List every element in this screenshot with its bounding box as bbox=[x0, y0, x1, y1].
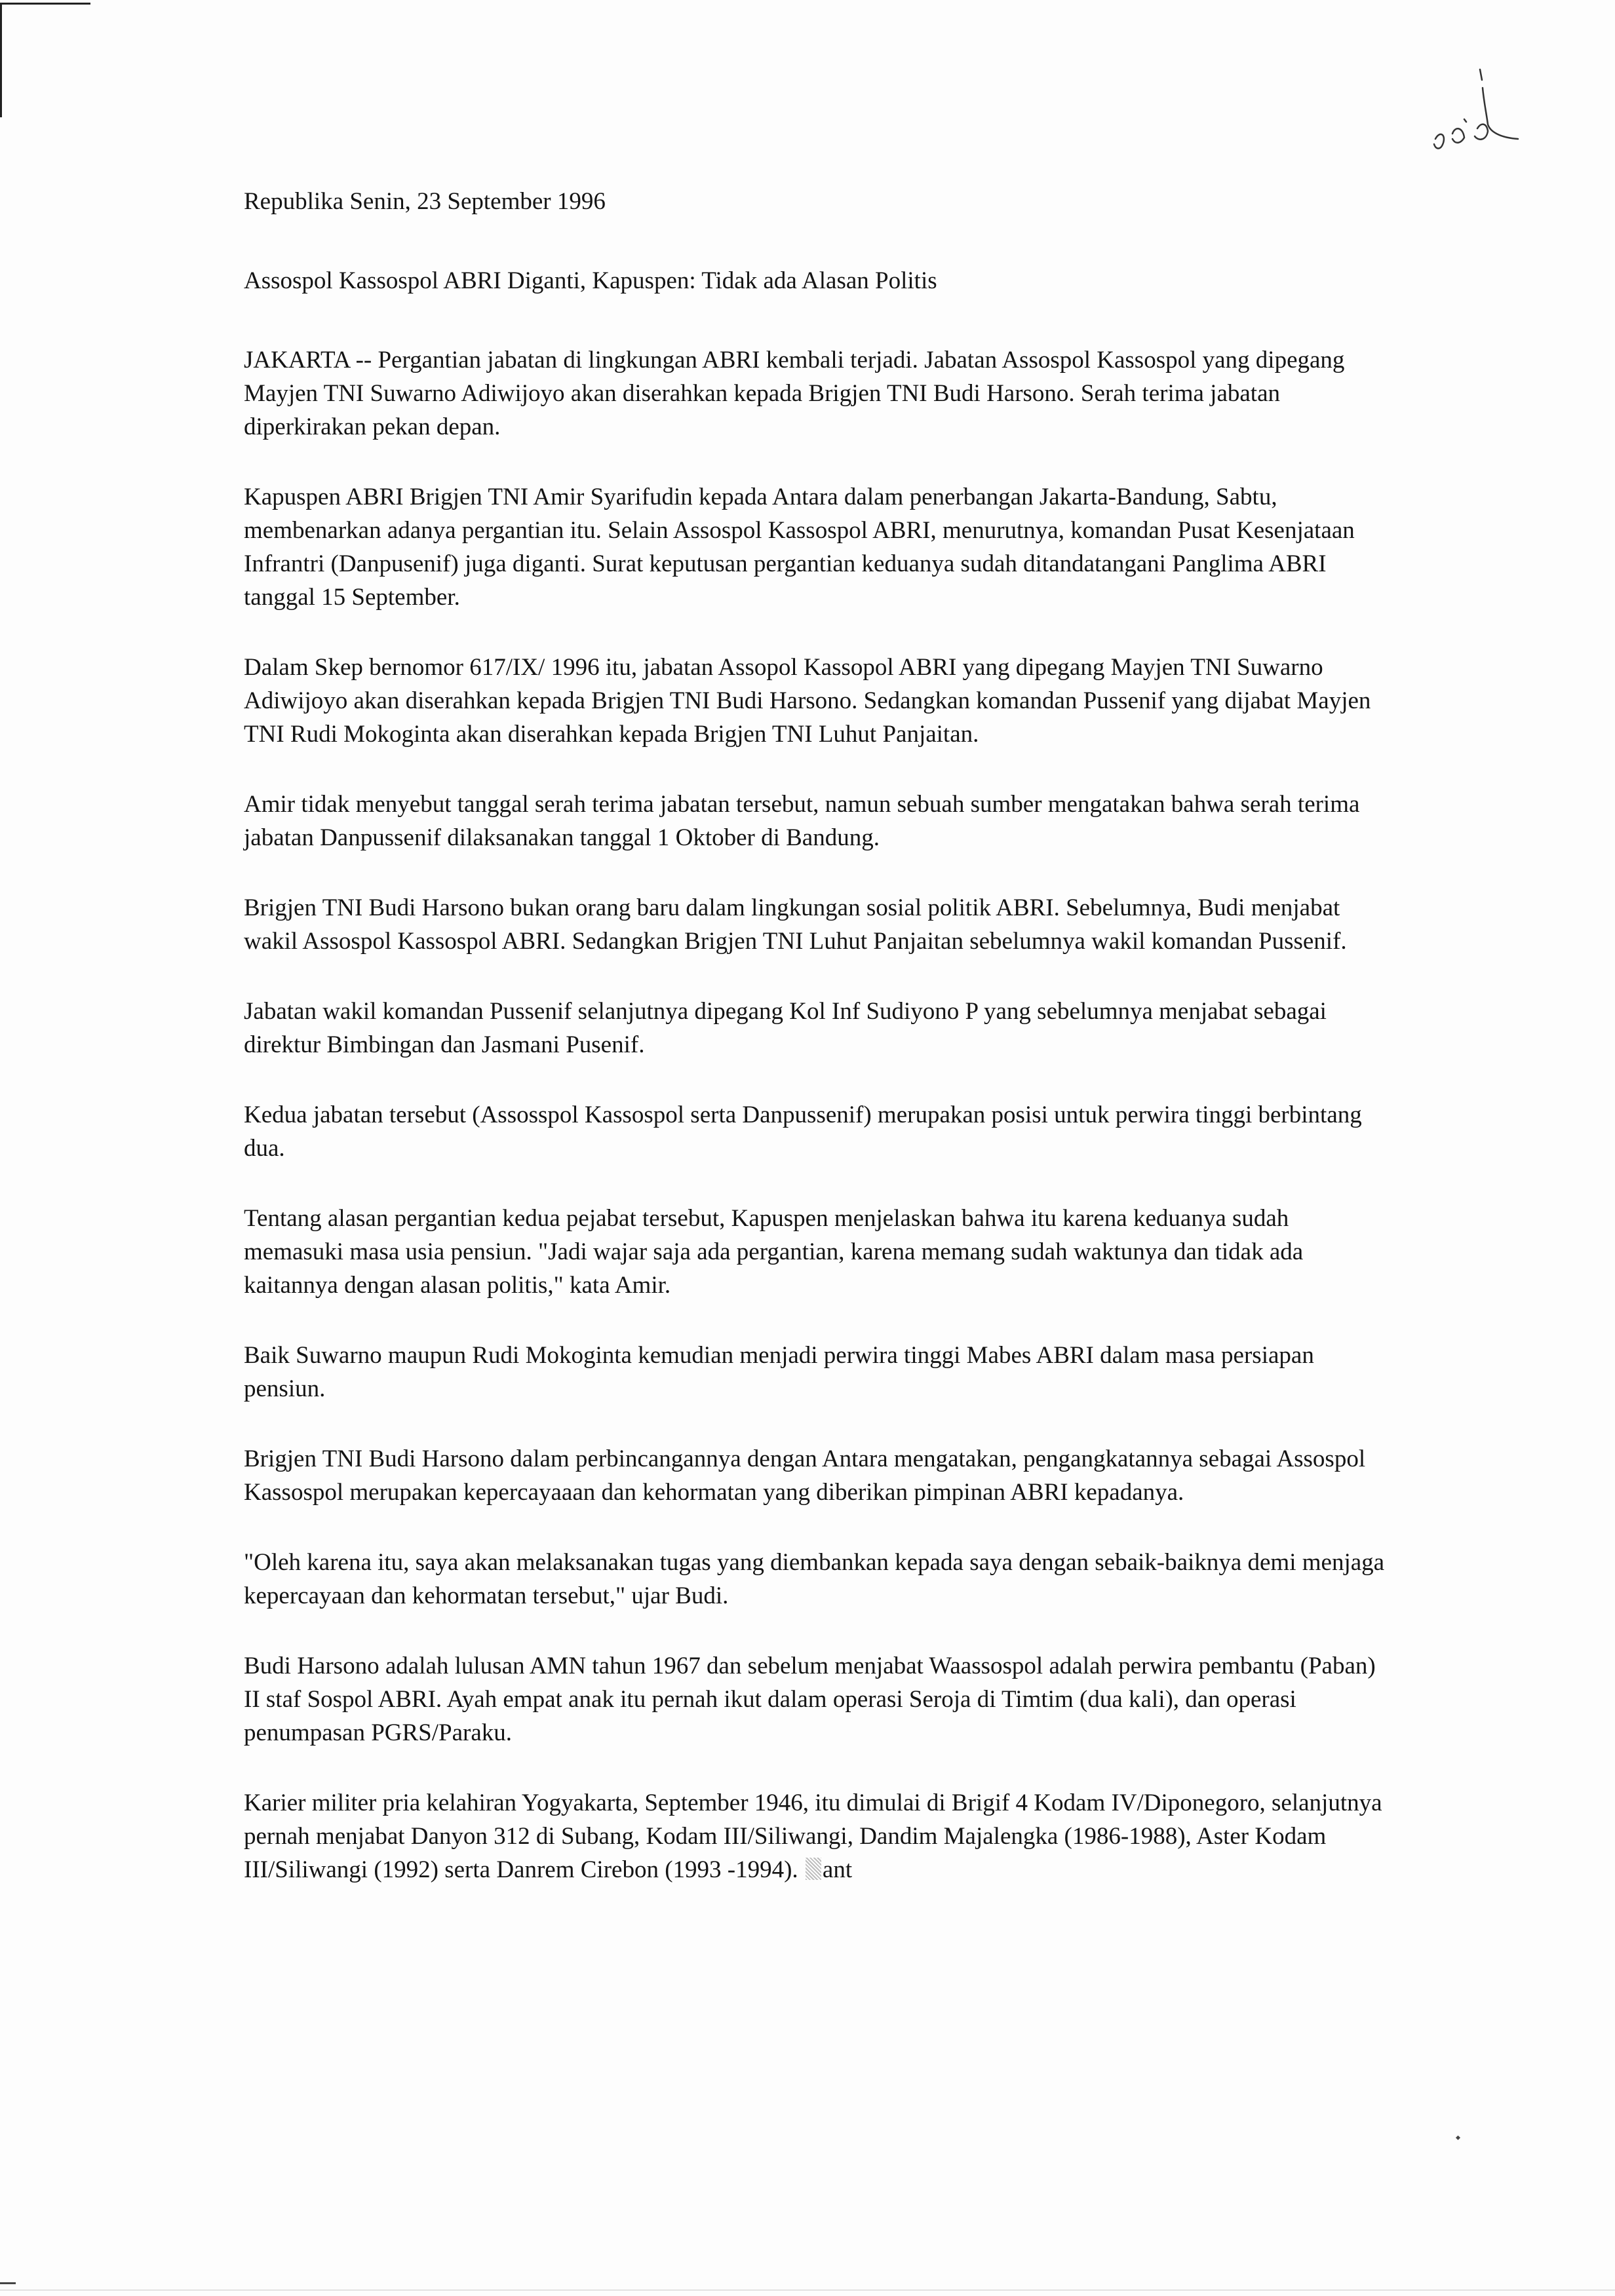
paragraph: Brigjen TNI Budi Harsono dalam perbincangannya dengan Antara mengatakan, pengangkatannya sebagai Assospol Kassospol merupakan kepercayaaan dan kehormatan yang diberikan pimpinan ABRI kepadanya. bbox=[244, 1445, 1366, 1506]
bottom-left-crop-mark bbox=[0, 2282, 16, 2284]
agency-end-tag: ant bbox=[822, 1856, 853, 1883]
scan-artifact-icon bbox=[806, 1858, 821, 1880]
paragraph: Amir tidak menyebut tanggal serah terima jabatan tersebut, namun sebuah sumber mengatakan bahwa serah terima jabatan Danpussenif dilaksanakan tanggal 1 Oktober di Bandung. bbox=[244, 791, 1360, 851]
article bbox=[244, 185, 1391, 1886]
paragraph: Kedua jabatan tersebut (Assosspol Kassospol serta Danpussenif) merupakan posisi untuk perwira tinggi berbintang dua. bbox=[244, 1101, 1362, 1162]
closing-paragraph bbox=[244, 1786, 1391, 1886]
headline: Assospol Kassospol ABRI Diganti, Kapuspen: Tidak ada Alasan Politis bbox=[244, 267, 937, 294]
paragraph: "Oleh karena itu, saya akan melaksanakan tugas yang diembankan kepada saya dengan sebaik-baiknya demi menjaga kepercayaan dan kehormatan tersebut," ujar Budi. bbox=[244, 1549, 1385, 1609]
paragraph: Kapuspen ABRI Brigjen TNI Amir Syarifudin kepada Antara dalam penerbangan Jakarta-Bandung, Sabtu, membenarkan adanya pergantian itu. Selain Assospol Kassospol ABRI, menurutnya, komandan Pusat Kesenjataan Infrantri (Danpusenif) juga diganti. Surat keputusan pergantian keduanya sudah ditandatangani Panglima ABRI tanggal 15 September. bbox=[244, 484, 1355, 611]
closing-paragraph-text: Karier militer pria kelahiran Yogyakarta, September 1946, itu dimulai di Brigif 4 Kodam IV/Diponegoro, selanjutnya pernah menjabat Danyon 312 di Subang, Kodam III/Siliwangi, Dandim Majalengka (1986-1988), Aster Kodam III/Siliwangi (1992) serta Danrem Cirebon (1993 -1994). bbox=[244, 1789, 1382, 1883]
paragraph: Jabatan wakil komandan Pussenif selanjutnya dipegang Kol Inf Sudiyono P yang sebelumnya menjabat sebagai direktur Bimbingan dan Jasmani Pusenif. bbox=[244, 998, 1327, 1058]
paragraph: Baik Suwarno maupun Rudi Mokoginta kemudian menjadi perwira tinggi Mabes ABRI dalam masa persiapan pensiun. bbox=[244, 1342, 1314, 1402]
paragraph: Budi Harsono adalah lulusan AMN tahun 1967 dan sebelum menjabat Waassospol adalah perwira pembantu (Paban) II staf Sospol ABRI. Ayah empat anak itu pernah ikut dalam operasi Seroja di Timtim (dua kali), dan operasi penumpasan PGRS/Paraku. bbox=[244, 1653, 1376, 1746]
bottom-scan-edge bbox=[0, 2289, 1615, 2291]
corner-crop-mark-horizontal bbox=[0, 3, 90, 5]
dateline: Republika Senin, 23 September 1996 bbox=[244, 188, 606, 215]
handwritten-initials-mark bbox=[1409, 66, 1540, 170]
paragraph: Tentang alasan pergantian kedua pejabat tersebut, Kapuspen menjelaskan bahwa itu karena keduanya sudah memasuki masa usia pensiun. "Jadi wajar saja ada pergantian, karena memang sudah waktunya dan tidak ada kaitannya dengan alasan politis," kata Amir. bbox=[244, 1205, 1304, 1299]
paragraph: Brigjen TNI Budi Harsono bukan orang baru dalam lingkungan sosial politik ABRI. Sebelumnya, Budi menjabat wakil Assospol Kassospol ABRI. Sedangkan Brigjen TNI Luhut Panjaitan sebelumnya wakil komandan Pussenif. bbox=[244, 894, 1347, 955]
stray-scan-mark bbox=[1456, 2135, 1460, 2140]
paragraph: Dalam Skep bernomor 617/IX/ 1996 itu, jabatan Assopol Kassopol ABRI yang dipegang Mayjen TNI Suwarno Adiwijoyo akan diserahkan kepada Brigjen TNI Budi Harsono. Sedangkan komandan Pussenif yang dijabat Mayjen TNI Rudi Mokoginta akan diserahkan kepada Brigjen TNI Luhut Panjaitan. bbox=[244, 654, 1371, 748]
paragraph: JAKARTA -- Pergantian jabatan di lingkungan ABRI kembali terjadi. Jabatan Assospol Kassospol yang dipegang Mayjen TNI Suwarno Adiwijoyo akan diserahkan kepada Brigjen TNI Budi Harsono. Serah terima jabatan diperkirakan pekan depan. bbox=[244, 347, 1345, 440]
corner-crop-mark-vertical bbox=[0, 3, 2, 117]
